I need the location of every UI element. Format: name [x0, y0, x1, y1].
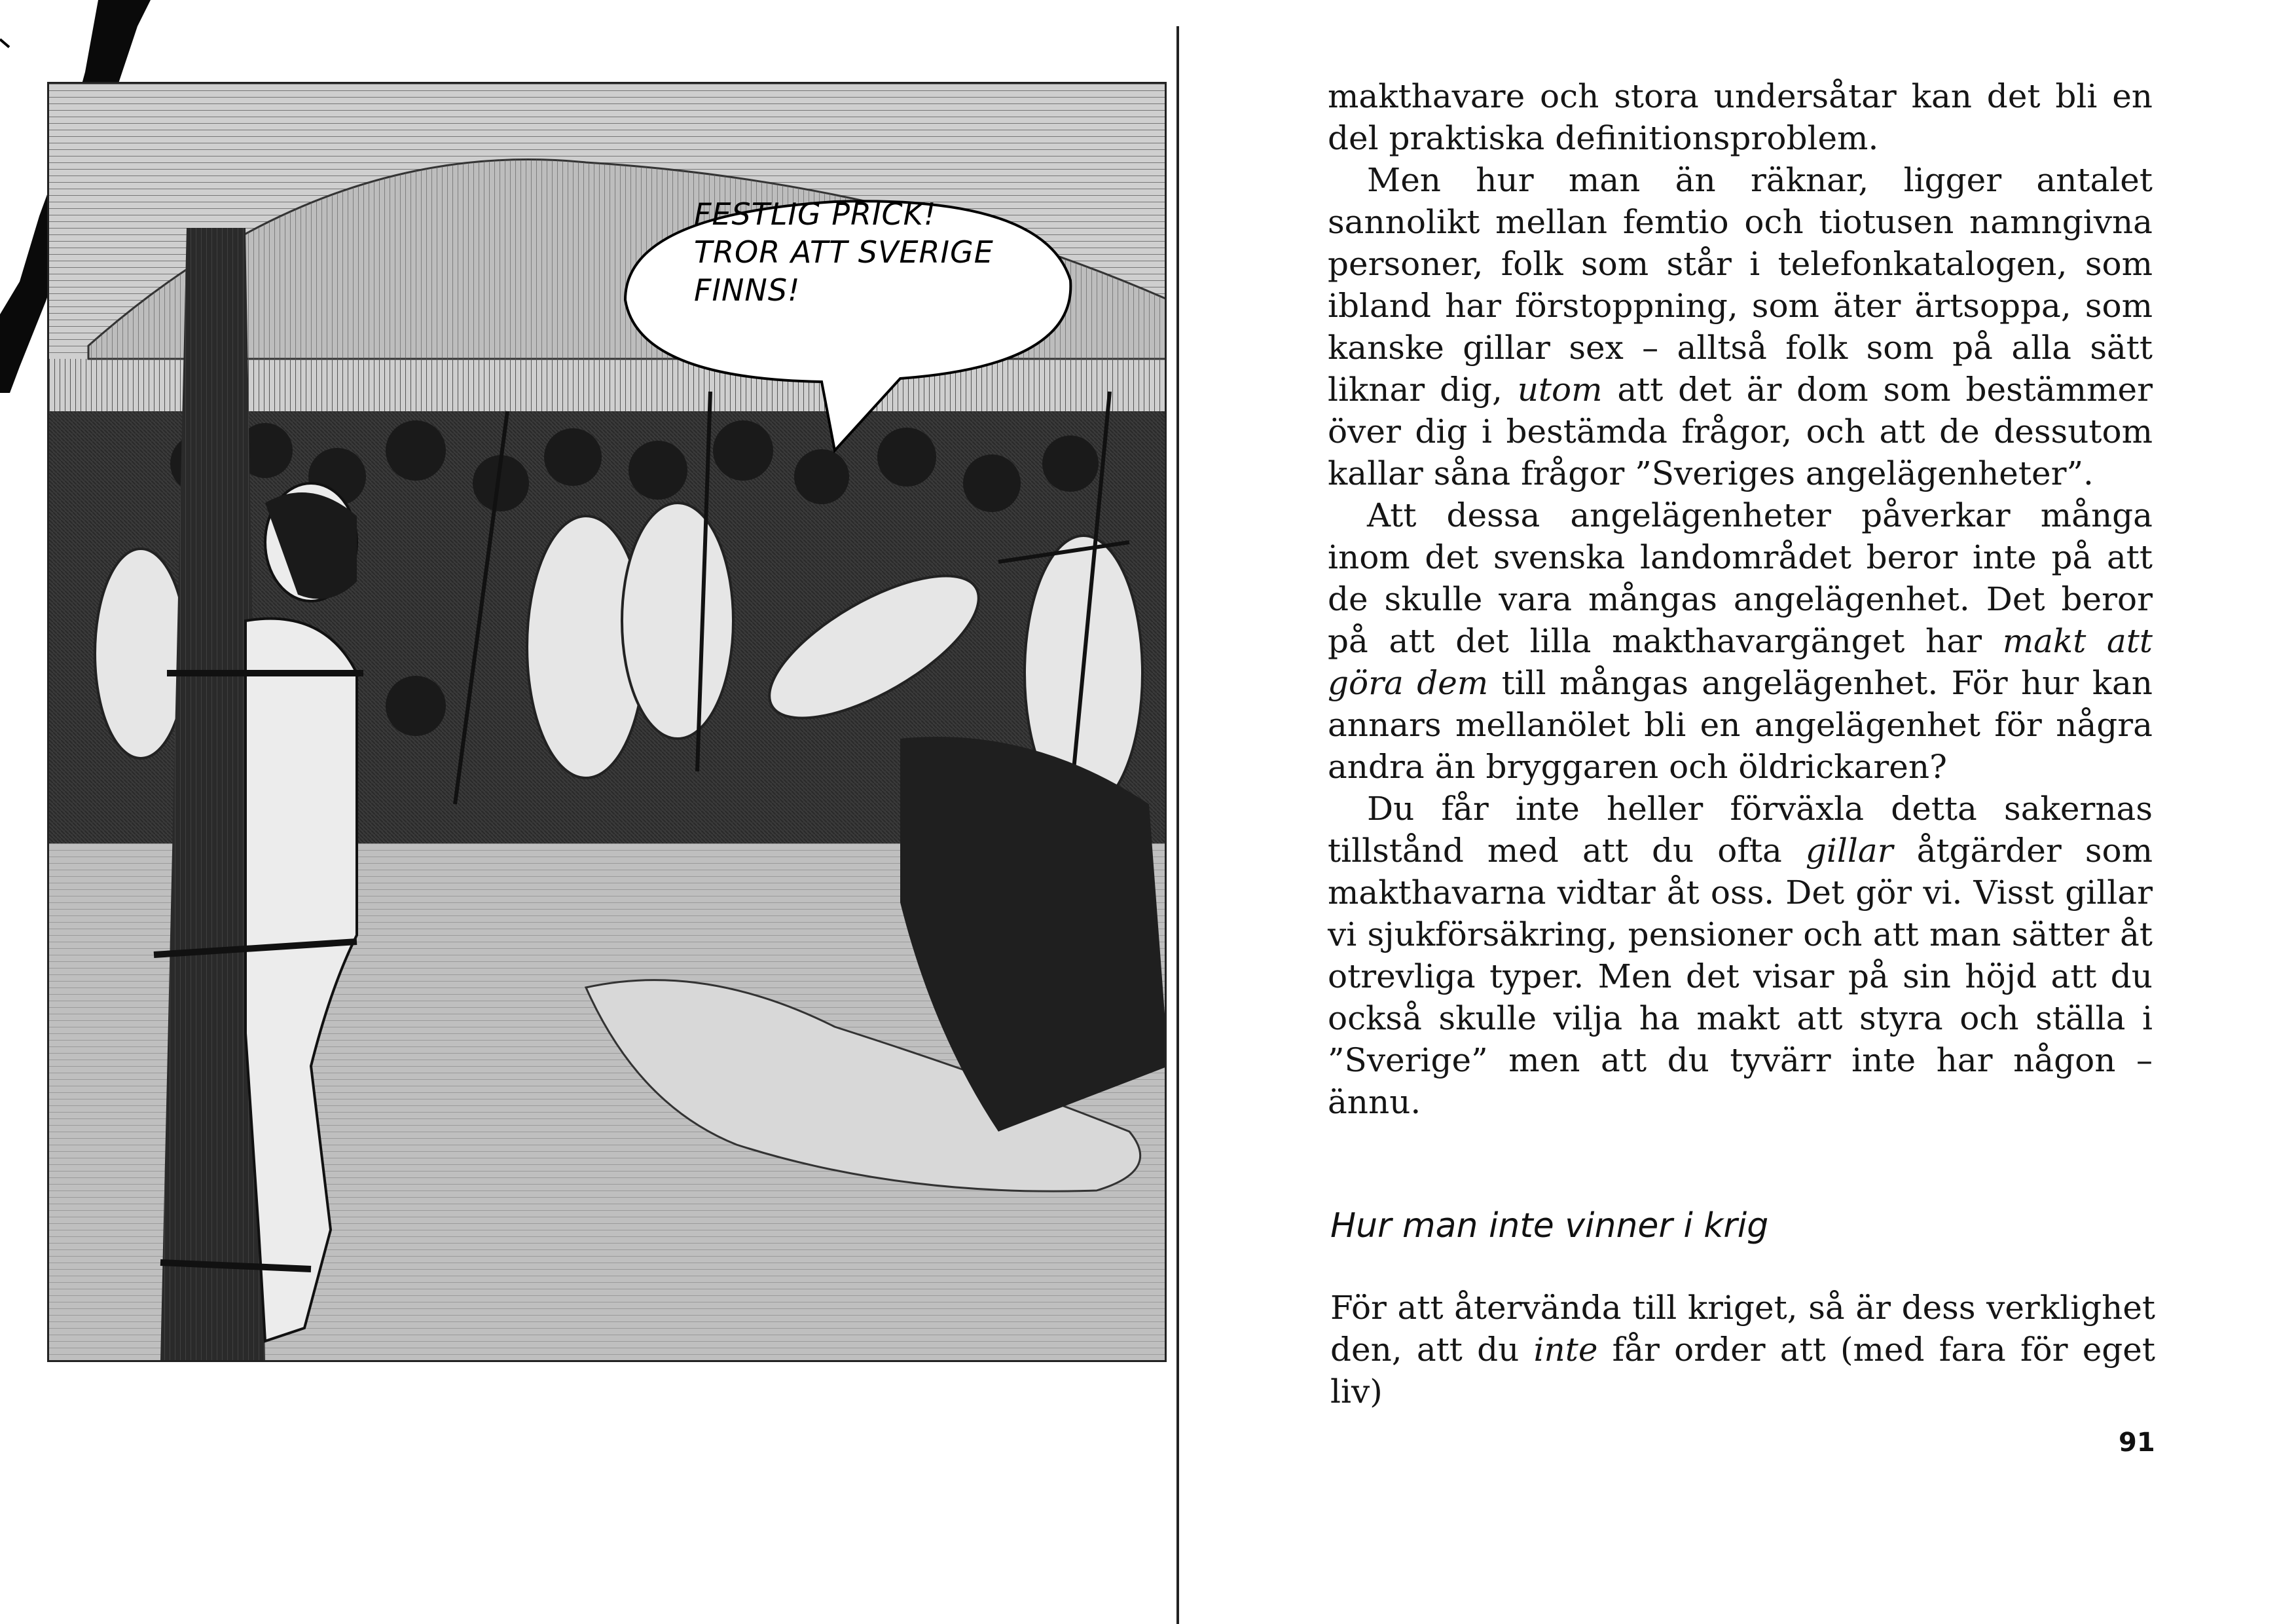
- speech-bubble-line-1: FESTLIG PRICK!: [694, 196, 937, 232]
- emphasis-text: utom: [1517, 371, 1603, 409]
- body-paragraph: För att återvända till kriget, så är dess verklighet den, att du inte får order att (med fara för eget liv): [1330, 1289, 2155, 1411]
- emphasis-text: inte: [1533, 1331, 1598, 1369]
- body-paragraph: Men hur man än räknar, ligger antalet sannolikt mellan femtio och tiotusen namngivna personer, folk som står i telefonkatalogen, som ibland har förstoppning, som äter ärtsoppa, som kanske gillar sex – alltså folk som på alla sätt liknar dig, utom att det är dom som bestämmer över dig i bestämda frågor, och att de dessutom kallar såna frågor ”Sveriges angelägenheter”.: [1328, 161, 2153, 492]
- section-heading: Hur man inte vinner i krig: [1330, 1206, 1769, 1246]
- engraving-illustration: [47, 82, 1167, 1362]
- speech-bubble-line-2: TROR ATT SVERIGE: [694, 234, 994, 270]
- body-paragraph: makthavare och stora undersåtar kan det bli en del praktiska definitionsproblem.: [1328, 77, 2153, 157]
- speech-bubble: [694, 195, 1061, 309]
- body-paragraph: Att dessa angelägenheter påverkar många inom det svenska landområdet beror inte på att de skulle vara mångas angelägenhet. Det beror på att det lilla makthavargänget har makt att göra dem till mångas angelägenhet. För hur kan annars mellanölet bli en angelägenhet för några andra än bryggaren och öldrickaren?: [1328, 496, 2153, 786]
- emphasis-text: makt att göra dem: [1328, 622, 2153, 702]
- emphasis-text: gillar: [1805, 832, 1893, 870]
- speech-bubble-line-3: FINNS!: [694, 272, 801, 308]
- body-paragraph: Du får inte heller förväxla detta sakernas tillstånd med att du ofta gillar åtgärder som makthavarna vidtar åt oss. Det gör vi. Visst gillar vi sjukförsäkring, pensioner och att man sätter åt otrevliga typer. Men det visar på sin höjd att du också skulle vilja ha makt att styra och ställa i ”Sverige” men att du tyvärr inte har någon – ännu.: [1328, 790, 2153, 1121]
- section-body: [1330, 1287, 2155, 1412]
- body-text: [1328, 75, 2153, 1123]
- page-number: 91: [2119, 1428, 2155, 1458]
- book-spine-line: [1176, 26, 1179, 1624]
